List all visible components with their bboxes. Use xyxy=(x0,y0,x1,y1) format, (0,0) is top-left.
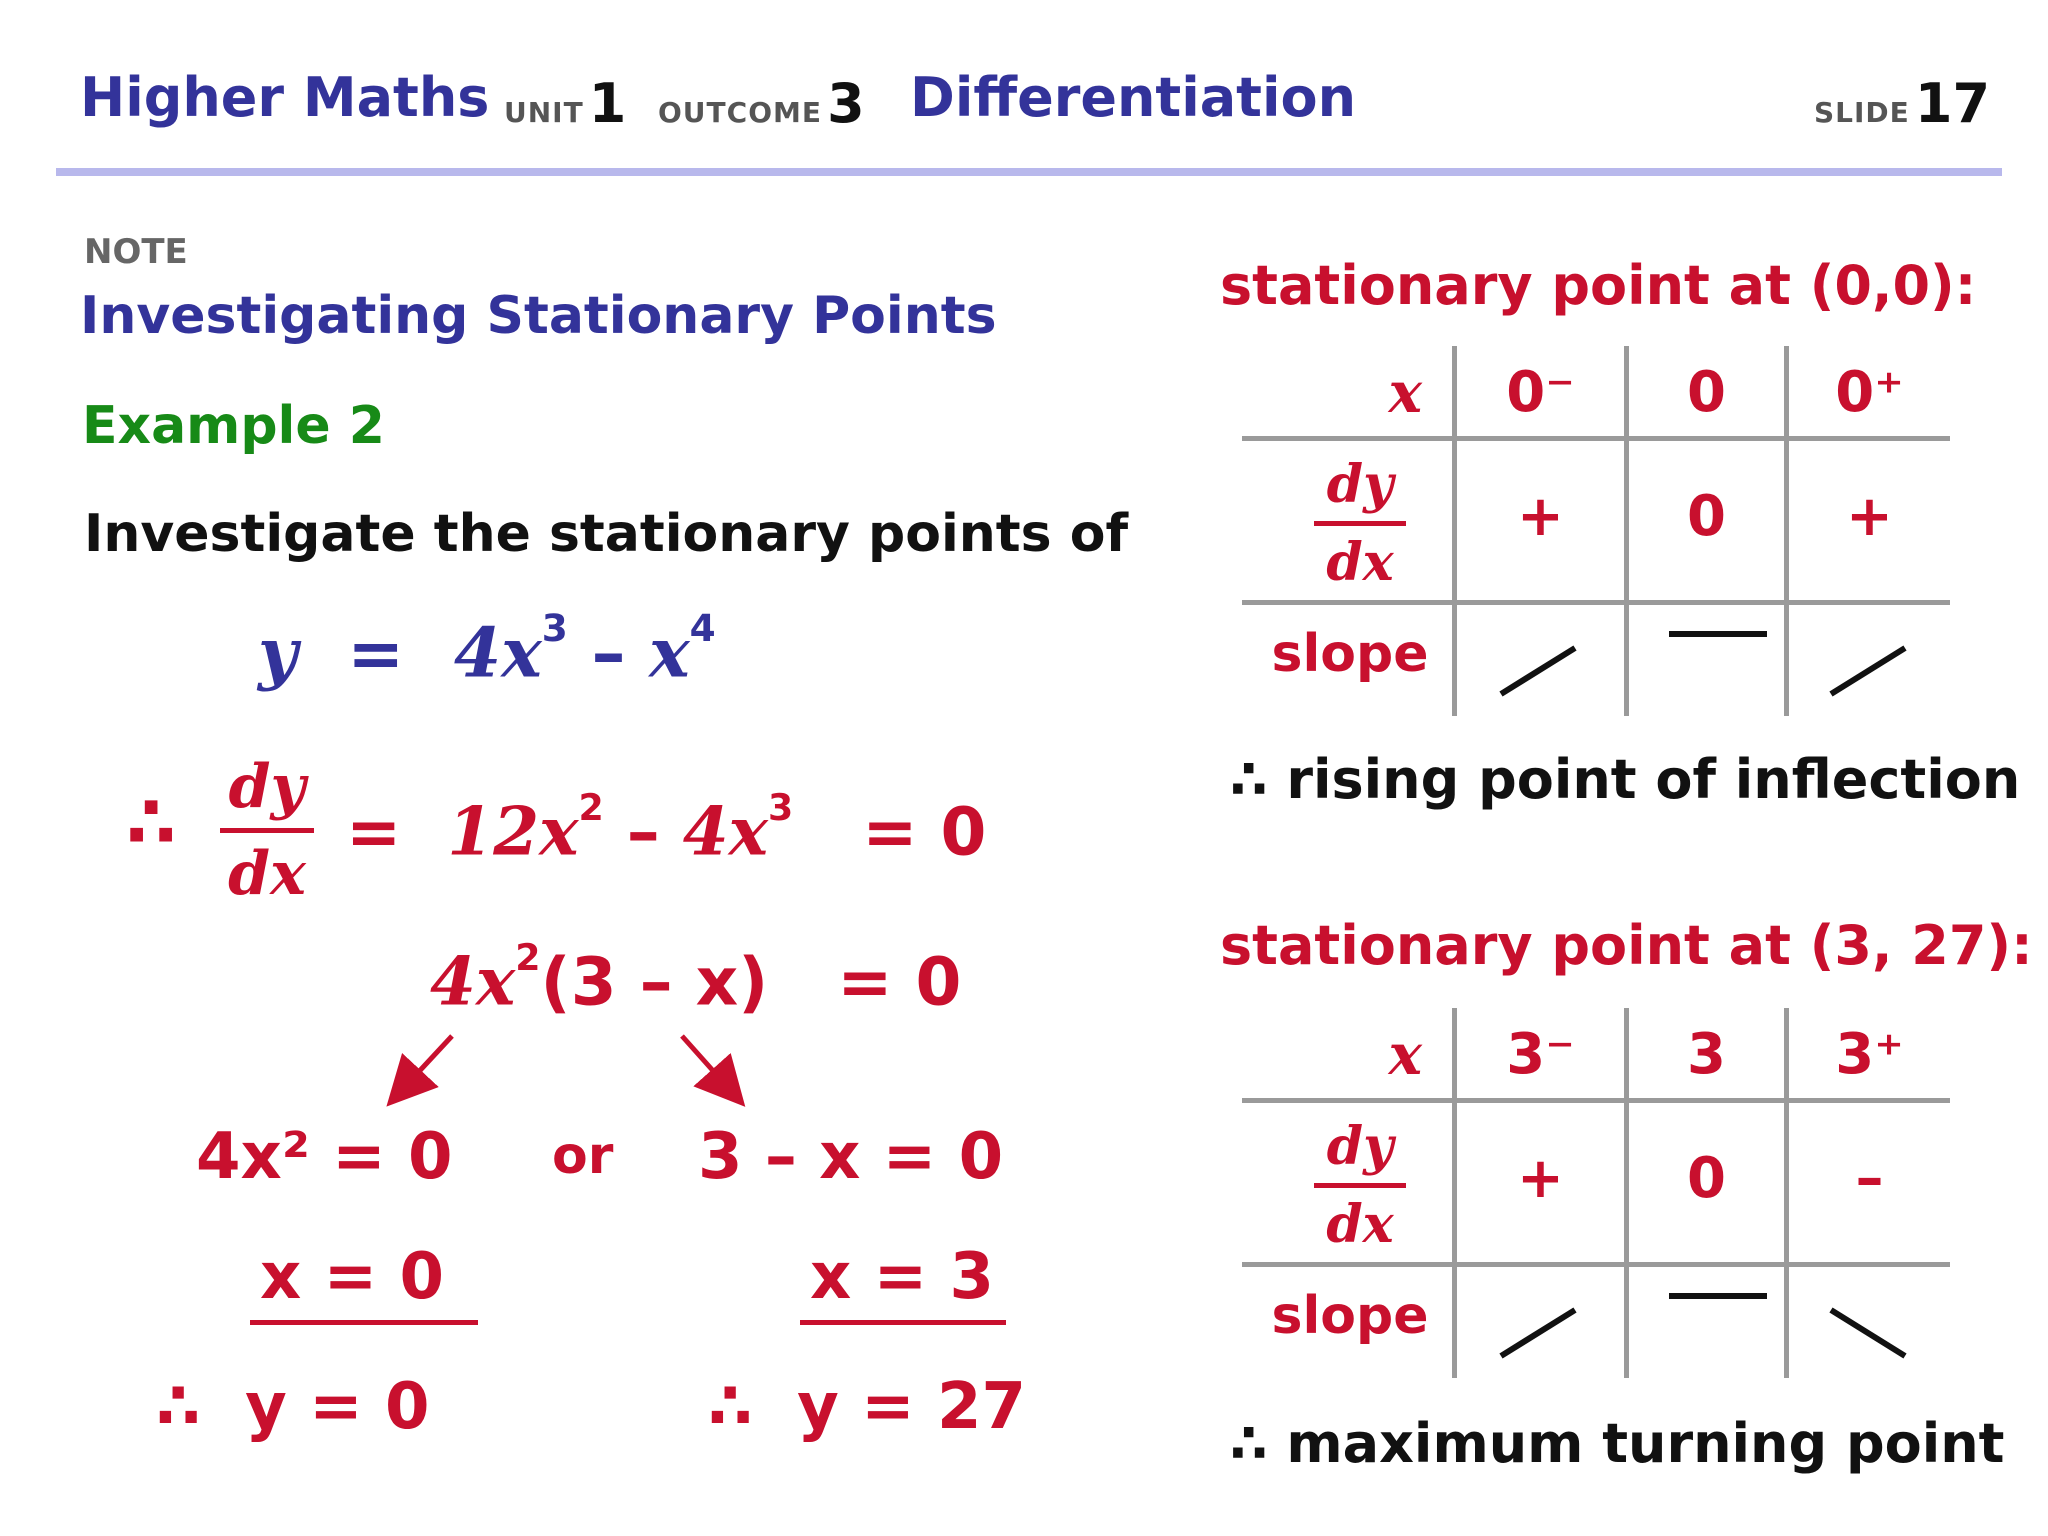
table2-heading: stationary point at (3, 27): xyxy=(1220,914,2033,977)
slide-indicator xyxy=(1814,72,1990,135)
left-solution xyxy=(250,1240,478,1325)
t1-dx: dx xyxy=(1326,532,1394,593)
right-branch-equation: 3 – x = 0 xyxy=(698,1120,1004,1194)
dx-text: dx xyxy=(228,839,306,909)
therefore-symbol-left: ∴ xyxy=(156,1370,201,1444)
t1-conclusion-text: rising point of inflection xyxy=(1286,748,2021,811)
factor-exp: 2 xyxy=(515,936,541,979)
factor-term: 4x xyxy=(430,942,516,1021)
t2-dy: dy xyxy=(1326,1116,1394,1177)
therefore-symbol-right: ∴ xyxy=(708,1370,753,1444)
deriv-term-a: 12x xyxy=(447,792,579,871)
outcome-number: 3 xyxy=(827,72,865,135)
therefore-symbol-t2: ∴ xyxy=(1230,1412,1268,1475)
eq-exp-b: 4 xyxy=(689,606,716,650)
t1-col-left: 0⁻ xyxy=(1506,360,1575,425)
right-solution-text: x = 3 xyxy=(800,1240,1006,1325)
right-y-value xyxy=(708,1370,1026,1444)
right-arrow-icon xyxy=(682,1036,732,1092)
table2-conclusion xyxy=(1230,1412,2004,1475)
right-y-text: y = 27 xyxy=(797,1370,1027,1444)
factor-bracket: (3 – x) xyxy=(540,943,769,1021)
eq-term-a: 4x xyxy=(453,613,542,694)
slide-number: 17 xyxy=(1914,72,1991,135)
topic-title: Differentiation xyxy=(910,66,1357,129)
t2-sign-right: – xyxy=(1855,1146,1884,1211)
slope-up-icon xyxy=(1501,648,1575,694)
t2-derivative-label xyxy=(1314,1116,1406,1255)
t1-derivative-label xyxy=(1314,454,1406,593)
t2-col-mid: 3 xyxy=(1687,1022,1726,1087)
slide-label: SLIDE xyxy=(1814,96,1910,129)
t1-col-right: 0⁺ xyxy=(1835,360,1904,425)
derivative-equation: = $12x^2 - 4x^3$ = 0 xyxy=(346,786,987,871)
t1-x-label: x xyxy=(1388,360,1422,426)
t2-dx: dx xyxy=(1326,1194,1394,1255)
course-title: Higher Maths xyxy=(80,66,490,129)
t1-sign-right: + xyxy=(1846,484,1893,549)
t1-col-mid: 0 xyxy=(1687,360,1726,425)
left-branch-equation: 4x² = 0 xyxy=(196,1120,453,1194)
t2-conclusion-text: maximum turning point xyxy=(1286,1412,2005,1475)
left-solution-text: x = 0 xyxy=(250,1240,478,1325)
right-solution xyxy=(800,1240,1006,1325)
unit-label: UNIT xyxy=(504,96,584,129)
t1-sign-left: + xyxy=(1517,484,1564,549)
left-y-value xyxy=(156,1370,430,1444)
t2-col-left: 3⁻ xyxy=(1506,1022,1575,1087)
header-divider xyxy=(56,168,2002,176)
table1-heading: stationary point at (0,0): xyxy=(1220,254,1977,317)
note-label: NOTE xyxy=(84,232,188,272)
outcome-indicator xyxy=(658,72,865,135)
unit-indicator xyxy=(504,72,626,135)
unit-number: 1 xyxy=(588,72,627,135)
instruction-text: Investigate the stationary points of xyxy=(84,504,1129,564)
section-heading: Investigating Stationary Points xyxy=(80,286,997,346)
left-arrow-icon xyxy=(400,1036,452,1092)
outcome-label: OUTCOME xyxy=(658,96,822,129)
t2-x-label: x xyxy=(1388,1022,1422,1088)
deriv-exp-a: 2 xyxy=(578,786,604,829)
t2-slope-label: slope xyxy=(1271,1286,1429,1346)
therefore-symbol-t1: ∴ xyxy=(1230,748,1268,811)
t1-slope-label: slope xyxy=(1271,624,1429,684)
eq-exp-a: 3 xyxy=(541,606,568,650)
deriv-equals-zero: = 0 xyxy=(862,793,987,871)
slope-up-icon xyxy=(1501,1310,1575,1356)
function-equation: $y = 4x^3 - x^4$ xyxy=(258,606,716,694)
factor-equals-zero: = 0 xyxy=(837,943,962,1021)
therefore-symbol: ∴ xyxy=(126,780,177,864)
derivative-fraction xyxy=(220,752,314,909)
or-text: or xyxy=(552,1126,614,1186)
t1-slope-marks xyxy=(1457,616,1950,716)
eq-y: y xyxy=(258,613,298,694)
table1-conclusion xyxy=(1230,748,2020,811)
t2-sign-mid: 0 xyxy=(1687,1146,1726,1211)
example-label: Example 2 xyxy=(82,396,385,456)
factorised-equation xyxy=(430,936,961,1020)
deriv-term-b: 4x xyxy=(682,792,768,871)
dy-text: dy xyxy=(228,752,306,822)
t2-slope-marks xyxy=(1457,1278,1950,1378)
t2-sign-left: + xyxy=(1517,1146,1564,1211)
eq-term-b: x xyxy=(649,613,690,694)
left-y-text: y = 0 xyxy=(245,1370,430,1444)
nature-table-2 xyxy=(1242,1008,1950,1378)
t1-dy: dy xyxy=(1326,454,1394,515)
nature-table-1 xyxy=(1242,346,1950,716)
t2-col-right: 3⁺ xyxy=(1835,1022,1904,1087)
deriv-exp-b: 3 xyxy=(767,786,794,829)
t1-sign-mid: 0 xyxy=(1687,484,1726,549)
slope-up-icon xyxy=(1831,648,1905,694)
slope-down-icon xyxy=(1831,1310,1905,1356)
